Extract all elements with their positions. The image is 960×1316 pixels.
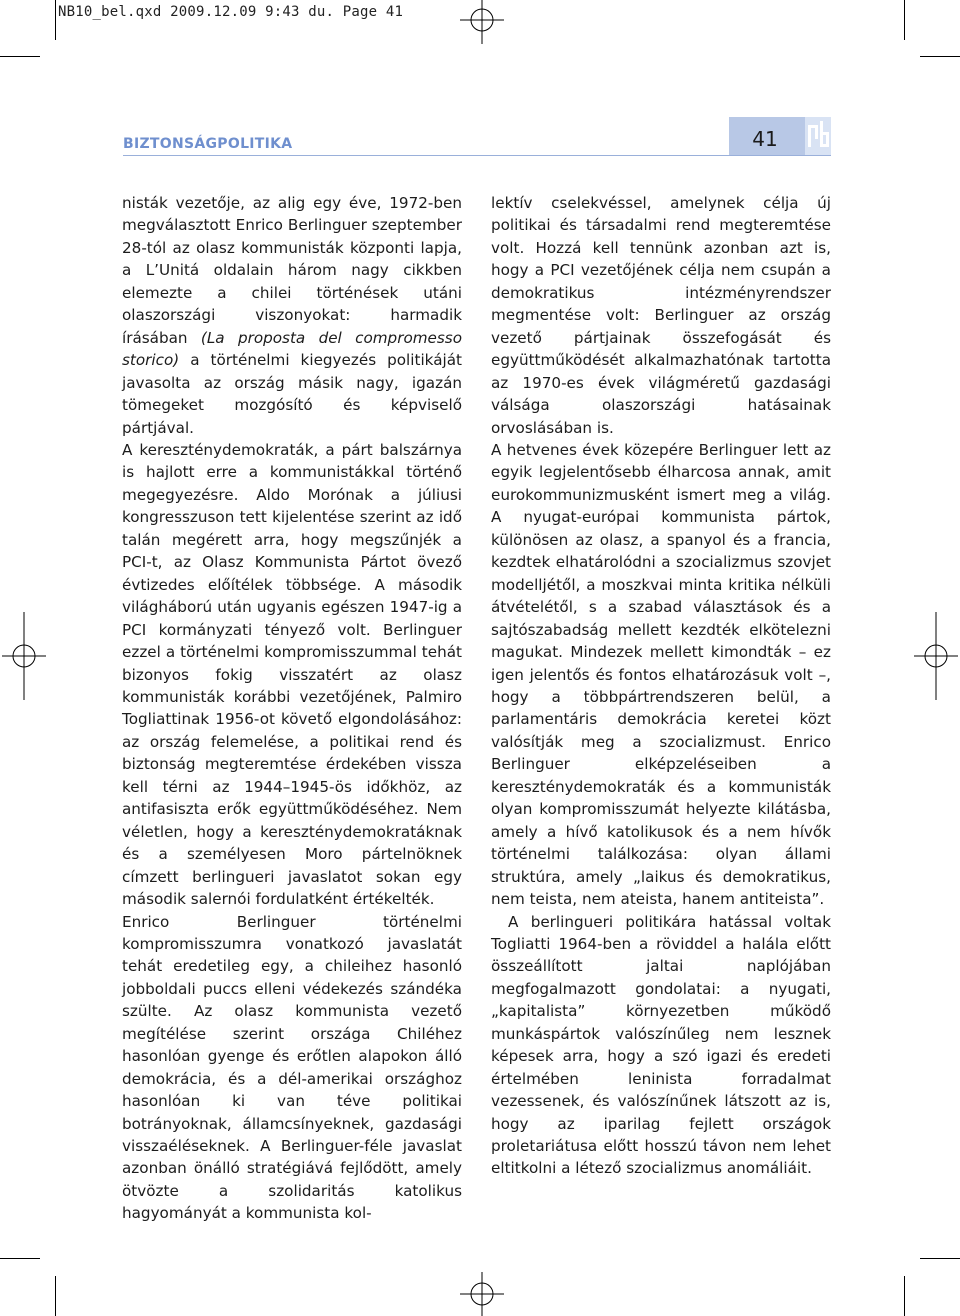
crop-mark-bottom-right-h	[920, 1258, 960, 1259]
crop-mark-top-left-v	[55, 0, 56, 40]
body-text: A hetvenes évek közepére Berlinguer lett az egyik legjelentősebb élharcosa annak, amit eurokommunizmusként ismert meg a világ. A nyugat-európai kommunista pártok, különösen az olasz, a spanyol és a francia, kezdtek elhatárolódni a szocializmus szovjet modelljétől, a moszkvai minta kritika nélküli átvételétől, s a szabad választások és a sajtószabadság mellett kezdték elkötelezni magukat. Mindezek mellett kimondták – ez igen jelentős és fontos elhatározásuk volt –, hogy a többpártrendszeren belül, a parlamentáris demokrácia keretei közt valósítják meg a szocializmust. Enrico Berlinguer elképzeléseiben a kereszténydemokraták és a kommunisták olyan kompromisszumát helyezte kilátásba, amely a hívő katolikusok és a nem hívők történelmi találkozása: olyan állami struktúra, amely „laikus és demokratikus, nem teista, nem ateista, hanem antiteista”.	[491, 440, 831, 909]
italic-text: (La proposta del compromesso storico)	[122, 328, 462, 370]
registration-mark-bottom	[460, 1272, 504, 1316]
body-text: nisták vezetője, az alig egy éve, 1972-ben megválasztott Enrico Berlinguer szeptember 28-tól az olasz kommunisták központi lapja, a L’Unitá oldalain három nagy cikkben elemezte a chilei történések utáni olaszországi viszonyokat: harmadik írásában	[122, 194, 462, 347]
paragraph	[122, 439, 462, 911]
paragraph	[491, 911, 831, 1180]
paragraph	[491, 439, 831, 911]
registration-mark-left	[2, 612, 46, 700]
body-text: a történelmi kiegyezés politikáját javasolta az ország másik nagy, igazán tömegeket mozgósító és képviselő pártjával.	[122, 351, 462, 437]
body-text: Enrico Berlinguer történelmi kompromisszumra vonatkozó javaslatát tehát eredetileg egy, a chileihez hasonló jobboldali puccs elleni védekezés szándéka szülte. Az olasz kommunista vezető megítélése szerint országa Chiléhez hasonlóan gyenge és erőtlen alapokon álló demokrácia, és a dél-amerikai országhoz hasonlóan ki van téve politikai botrányoknak, államcsínyeknek, gazdasági visszaéléseknek. A Berlinguer-féle javaslat azonban önálló stratégiává fejlődött, amely ötvözte a szolidaritás katolikus hagyományát a kommunista kol-	[122, 912, 462, 1223]
crop-mark-top-right-v	[904, 0, 905, 40]
crop-mark-top-left-h	[0, 56, 40, 57]
body-text: lektív cselekvéssel, amelynek célja új politikai és társadalmi rend megteremtése volt. Hozzá kell tennünk azonban azt is, hogy a PCI vezetőjének célja nem csupán a demokratikus intézményrendszer megmentése volt: Berlinguer az ország vezető pártjainak összefogását és együttműködését alkalmazhatónak tartotta az 1970-es évek világméretű gazdasági válsága olaszországi hatásainak orvoslásában is.	[491, 194, 831, 437]
body-text: A kereszténydemokraták, a párt balszárnya is hajlott erre a kommunistákkal történő megegyezésre. Aldo Morónak a júliusi kongresszuson tett kijelentése szerint az idő talán megérett arra, hogy megszűnjék a PCI-t, az Olasz Kommunista Pártot övező évtizedes előítélek többsége. A második világháború után ugyanis egészen 1947-ig a PCI kormányzati tényező volt. Berlinguer ezzel a történelmi kompromisszummal tehát bizonyos fokig visszatért az olasz kommunisták korábbi vezetőjének, Palmiro Togliattinak 1956-ot követő elgondolásához: az ország felemelése, a politikai rend és biztonság megteremtése érdekében vissza kell térni az 1944–1945-ös időkhöz, az antifasiszta erők együttműködéséhez. Nem véletlen, hogy a kereszténydemokratáknak és a személyesen Moro pártelnöknek címzett berlingueri javaslatot sokan egy második salernói fordulatként értékelték.	[122, 440, 462, 909]
page-number-box	[729, 117, 831, 155]
crop-mark-top-right-h	[920, 56, 960, 57]
crop-mark-bottom-left-v	[55, 1276, 56, 1316]
section-title: BIZTONSÁGPOLITIKA	[123, 136, 293, 152]
header-rule	[123, 155, 831, 156]
text-column-left	[122, 192, 462, 1225]
registration-mark-top	[460, 0, 504, 44]
nb-logo-icon	[805, 117, 831, 155]
crop-mark-bottom-left-h	[0, 1258, 40, 1259]
registration-mark-right	[914, 612, 958, 700]
page-number: 41	[752, 127, 778, 151]
text-column-right	[491, 192, 831, 1180]
paragraph	[122, 192, 462, 439]
document-slug-line: NB10_bel.qxd 2009.12.09 9:43 du. Page 41	[58, 4, 404, 20]
paragraph	[122, 911, 462, 1225]
body-text: A berlingueri politikára hatással voltak Togliatti 1964-ben a röviddel a halála előtt összeállított jaltai naplójában megfogalmazott gondolatai: a nyugati, „kapitalista” környezetben működő munkáspártok valószínűleg nem lesznek képesek arra, hogy a szó igazi és eredeti értelmében leninista forradalmat vezessenek, és valószínűnek látszott az is, hogy az iparilag fejlett országok proletariátusa előtt hosszú távon nem lehet eltitkolni a létező szocializmus anomáliáit.	[491, 912, 831, 1178]
paragraph	[491, 192, 831, 439]
crop-mark-bottom-right-v	[904, 1276, 905, 1316]
